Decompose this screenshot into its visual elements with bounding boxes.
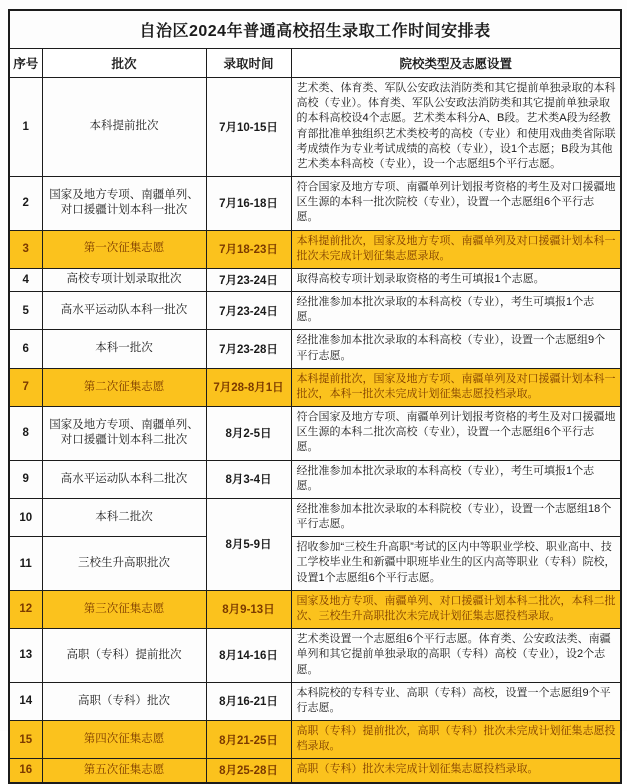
- admission-time: 8月21-25日: [206, 721, 291, 759]
- table-row: [9, 590, 621, 628]
- admission-time: 7月23-24日: [206, 292, 291, 330]
- batch-description: 国家及地方专项、南疆单列、对口援疆计划本科二批次，本科二批次、三校生升高职批次未完成计划征集志愿投档录取。: [291, 590, 621, 628]
- table-row: [9, 292, 621, 330]
- row-number: 10: [9, 498, 42, 536]
- table-row: [9, 682, 621, 720]
- batch-name: 高职（专科）批次: [42, 682, 206, 720]
- batch-name: 第三次征集志愿: [42, 590, 206, 628]
- batch-name: 三校生升高职批次: [42, 537, 206, 591]
- row-number: 3: [9, 230, 42, 268]
- table-row: [9, 407, 621, 461]
- column-header-time: 录取时间: [206, 49, 291, 78]
- column-header-desc: 院校类型及志愿设置: [291, 49, 621, 78]
- row-number: 4: [9, 268, 42, 291]
- batch-description: 经批准参加本批次录取的本科高校（专业），考生可填报1个志愿。: [291, 292, 621, 330]
- admission-schedule-table: [8, 9, 622, 784]
- row-number: 9: [9, 460, 42, 498]
- table-row: [9, 759, 621, 783]
- table-row: [9, 721, 621, 759]
- row-number: 6: [9, 330, 42, 368]
- row-number: 1: [9, 78, 42, 177]
- table-row: [9, 629, 621, 683]
- batch-description: 艺术类、体育类、军队公安政法消防类和其它提前单独录取的本科高校（专业）。体育类、军队公安政法消防类和其它提前单独录取的本科高校设4个志愿。艺术类本科分A、B段。艺术类A段为经教育部批准单独组织艺术类校考的高校（专业）和使用戏曲类省际联考成绩作为专业考试成绩的高校（专业），设1个志愿；B段为其他艺术类本科高校（专业），设一个志愿组5个平行志愿。: [291, 78, 621, 177]
- table-row: [9, 498, 621, 536]
- batch-description: 符合国家及地方专项、南疆单列计划报考资格的考生及对口援疆地区生源的本科一批次院校（专业），设置一个志愿组6个平行志愿。: [291, 177, 621, 231]
- table-row: [9, 230, 621, 268]
- batch-description: 经批准参加本批次录取的本科高校（专业），设置一个志愿组9个平行志愿。: [291, 330, 621, 368]
- batch-name: 本科提前批次: [42, 78, 206, 177]
- batch-name: 本科二批次: [42, 498, 206, 536]
- batch-name: 国家及地方专项、南疆单列、对口援疆计划本科一批次: [42, 177, 206, 231]
- batch-description: 符合国家及地方专项、南疆单列计划报考资格的考生及对口援疆地区生源的本科二批次高校（专业），设置一个志愿组6个平行志愿。: [291, 407, 621, 461]
- batch-name: 第五次征集志愿: [42, 759, 206, 783]
- batch-name: 本科一批次: [42, 330, 206, 368]
- title-row: [9, 10, 621, 49]
- admission-time: 8月16-21日: [206, 682, 291, 720]
- column-header-batch: 批次: [42, 49, 206, 78]
- row-number: 15: [9, 721, 42, 759]
- table-row: [9, 177, 621, 231]
- batch-description: 高职（专科）批次未完成计划征集志愿投档录取。: [291, 759, 621, 783]
- row-number: 14: [9, 682, 42, 720]
- table-row: [9, 460, 621, 498]
- admission-time: 7月18-23日: [206, 230, 291, 268]
- page-title: 自治区2024年普通高校招生录取工作时间安排表: [9, 10, 621, 49]
- table-row: [9, 368, 621, 406]
- row-number: 11: [9, 537, 42, 591]
- row-number: 12: [9, 590, 42, 628]
- table-row: [9, 537, 621, 591]
- row-number: 7: [9, 368, 42, 406]
- batch-description: 招收参加“三校生升高职”考试的区内中等职业学校、职业高中、技工学校毕业生和新疆中职班毕业生的区内高等职业（专科）院校，设置1个志愿组6个平行志愿。: [291, 537, 621, 591]
- row-number: 13: [9, 629, 42, 683]
- batch-name: 高水平运动队本科二批次: [42, 460, 206, 498]
- table-row: [9, 78, 621, 177]
- admission-time: 7月23-24日: [206, 268, 291, 291]
- table-row: [9, 268, 621, 291]
- column-header-no: 序号: [9, 49, 42, 78]
- batch-description: 艺术类设置一个志愿组6个平行志愿。体育类、公安政法类、南疆单列和其它提前单独录取的高职（专科）高校（专业），设2个志愿。: [291, 629, 621, 683]
- batch-description: 本科院校的专科专业、高职（专科）高校，设置一个志愿组9个平行志愿。: [291, 682, 621, 720]
- admission-time: 7月10-15日: [206, 78, 291, 177]
- row-number: 5: [9, 292, 42, 330]
- batch-name: 国家及地方专项、南疆单列、对口援疆计划本科二批次: [42, 407, 206, 461]
- admission-time: 8月3-4日: [206, 460, 291, 498]
- table-row: [9, 330, 621, 368]
- admission-time: 8月9-13日: [206, 590, 291, 628]
- admission-time: 8月5-9日: [206, 498, 291, 590]
- batch-description: 经批准参加本批次录取的本科高校（专业），考生可填报1个志愿。: [291, 460, 621, 498]
- batch-name: 高校专项计划录取批次: [42, 268, 206, 291]
- batch-description: 取得高校专项计划录取资格的考生可填报1个志愿。: [291, 268, 621, 291]
- batch-description: 本科提前批次，国家及地方专项、南疆单列及对口援疆计划本科一批次，本科一批次未完成计划征集志愿投档录取。: [291, 368, 621, 406]
- admission-time: 7月16-18日: [206, 177, 291, 231]
- admission-time: 8月25-28日: [206, 759, 291, 783]
- batch-name: 第一次征集志愿: [42, 230, 206, 268]
- batch-description: 本科提前批次，国家及地方专项、南疆单列及对口援疆计划本科一批次未完成计划征集志愿录取。: [291, 230, 621, 268]
- batch-name: 第二次征集志愿: [42, 368, 206, 406]
- batch-description: 高职（专科）提前批次，高职（专科）批次未完成计划征集志愿投档录取。: [291, 721, 621, 759]
- batch-name: 高职（专科）提前批次: [42, 629, 206, 683]
- admission-time: 7月28-8月1日: [206, 368, 291, 406]
- header-row: [9, 49, 621, 78]
- schedule-table-body: [9, 10, 621, 783]
- batch-description: 经批准参加本批次录取的本科院校（专业），设置一个志愿组18个平行志愿。: [291, 498, 621, 536]
- row-number: 2: [9, 177, 42, 231]
- admission-time: 7月23-28日: [206, 330, 291, 368]
- admission-time: 8月14-16日: [206, 629, 291, 683]
- batch-name: 高水平运动队本科一批次: [42, 292, 206, 330]
- row-number: 16: [9, 759, 42, 783]
- admission-time: 8月2-5日: [206, 407, 291, 461]
- row-number: 8: [9, 407, 42, 461]
- batch-name: 第四次征集志愿: [42, 721, 206, 759]
